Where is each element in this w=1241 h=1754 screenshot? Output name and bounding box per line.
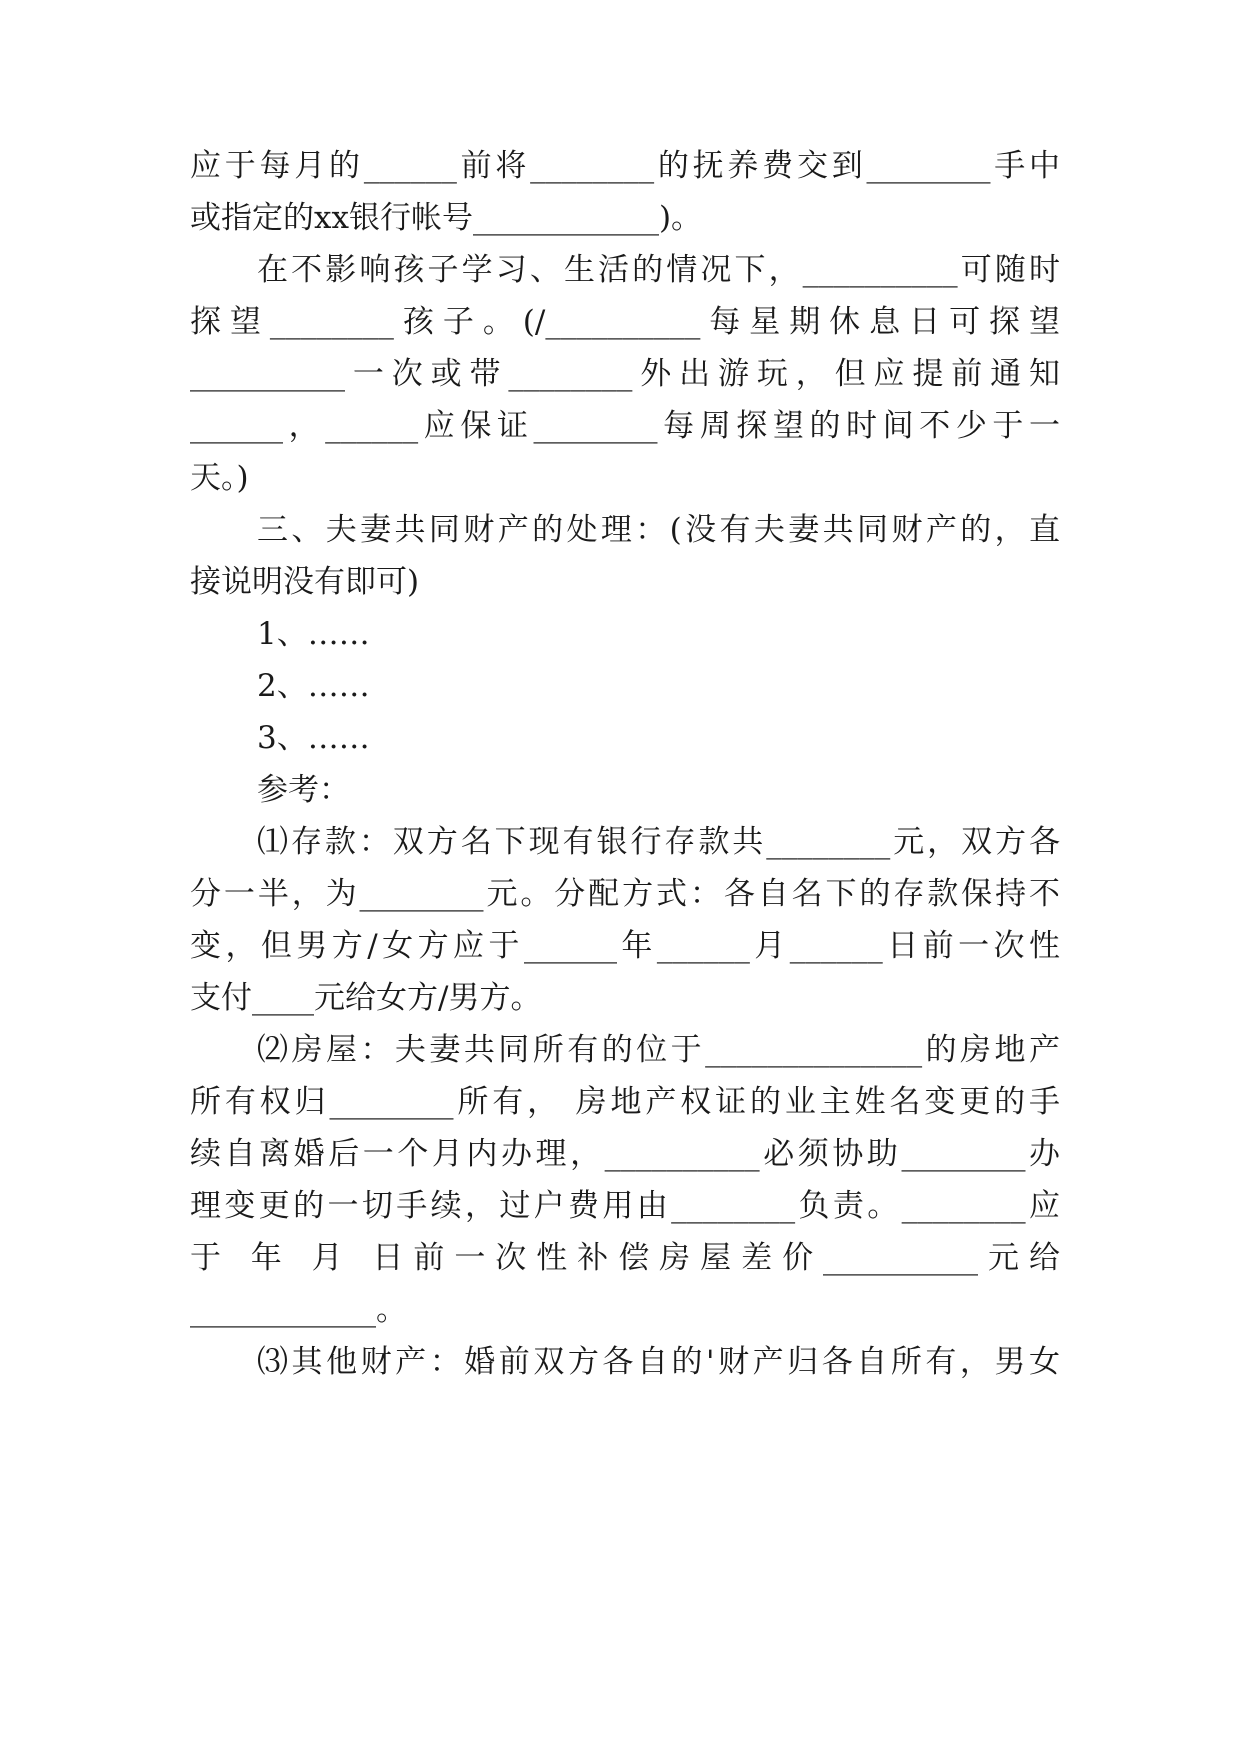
text-line: 或指定的xx银行帐号____________)。 bbox=[190, 200, 703, 236]
text-line: 在不影响孩子学习、生活的情况下，__________可随时 bbox=[257, 252, 1060, 288]
text-line: 续自离婚后一个月内办理，__________必须协助________办 bbox=[190, 1136, 1060, 1172]
text-line: ⑵房屋：夫妻共同所有的位于______________的房地产 bbox=[257, 1032, 1060, 1068]
text-line: 所有权归________所有， 房地产权证的业主姓名变更的手 bbox=[190, 1084, 1060, 1120]
text-line: ⑶其他财产：婚前双方各自的'财产归各自所有，男女 bbox=[257, 1344, 1060, 1380]
text-line: ____________。 bbox=[190, 1292, 407, 1328]
text-line: 天。) bbox=[190, 460, 249, 496]
list-item: 1、…… bbox=[257, 616, 370, 652]
text-line: 支付____元给女方/男方。 bbox=[190, 980, 542, 1016]
text-line: 分一半，为________元。分配方式：各自名下的存款保持不 bbox=[190, 876, 1060, 912]
text-line: 探望________孩子。(/__________每星期休息日可探望 bbox=[190, 304, 1060, 340]
text-line: ______，______应保证________每周探望的时间不少于一 bbox=[190, 408, 1060, 444]
list-item: 3、…… bbox=[257, 720, 370, 756]
text-line: 理变更的一切手续，过户费用由________负责。________应 bbox=[190, 1188, 1060, 1224]
section-label: 参考： bbox=[257, 772, 350, 808]
text-line: __________一次或带________外出游玩，但应提前通知 bbox=[190, 356, 1060, 392]
text-line: 接说明没有即可) bbox=[190, 564, 420, 600]
text-line: ⑴存款：双方名下现有银行存款共________元，双方各 bbox=[257, 824, 1060, 860]
text-line: 于 年 月 日前一次性补偿房屋差价__________元给 bbox=[190, 1240, 1060, 1276]
text-line: 三、夫妻共同财产的处理：(没有夫妻共同财产的，直 bbox=[257, 512, 1060, 548]
text-line: 变，但男方/女方应于______年______月______日前一次性 bbox=[190, 928, 1060, 964]
list-item: 2、…… bbox=[257, 668, 370, 704]
text-line: 应于每月的______前将________的抚养费交到________手中 bbox=[190, 148, 1060, 184]
